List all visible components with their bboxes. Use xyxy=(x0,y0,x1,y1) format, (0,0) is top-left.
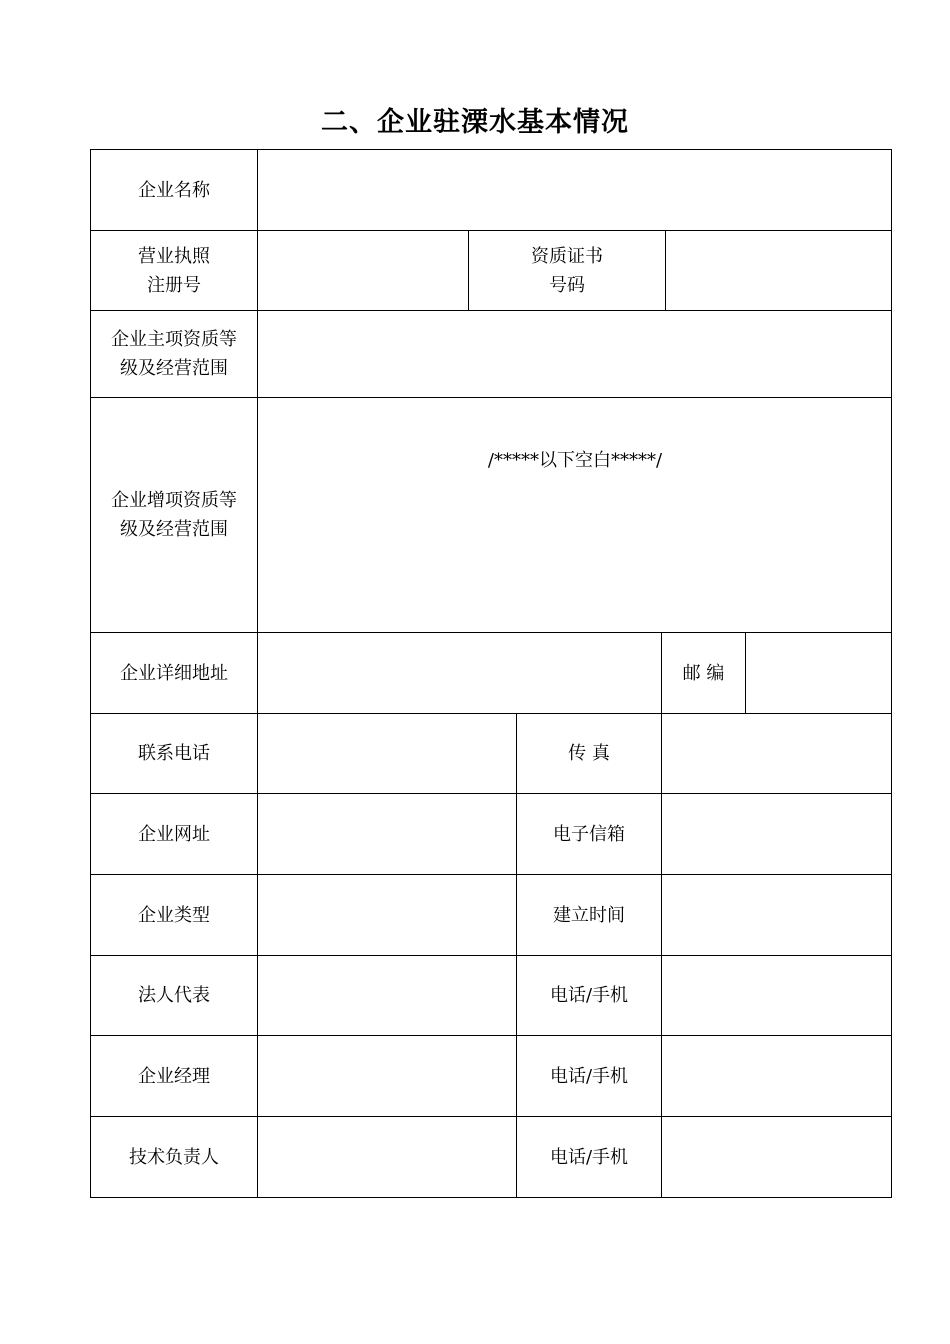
label-company-type: 企业类型 xyxy=(138,904,210,926)
label-main-qualification: 企业主项资质等 级及经营范围 xyxy=(111,329,237,379)
label-license-no: 营业执照 注册号 xyxy=(138,245,210,296)
value-cert-no[interactable] xyxy=(666,231,891,310)
page-title: 二、企业驻溧水基本情况 xyxy=(321,107,629,138)
value-fax[interactable] xyxy=(662,714,891,793)
value-tech-lead[interactable] xyxy=(258,1117,516,1197)
label-manager: 企业经理 xyxy=(138,1065,210,1087)
value-phone[interactable] xyxy=(258,714,516,793)
label-tech-lead-phone: 电话/手机 xyxy=(549,1146,629,1168)
value-email[interactable] xyxy=(662,794,891,874)
label-address: 企业详细地址 xyxy=(120,662,228,684)
value-main-qualification[interactable] xyxy=(258,311,891,397)
value-legal-rep-phone[interactable] xyxy=(662,956,891,1035)
label-manager-phone: 电话/手机 xyxy=(549,1065,629,1087)
label-additional-qualification: 企业增项资质等 级及经营范围 xyxy=(111,490,237,540)
value-legal-rep[interactable] xyxy=(258,956,516,1035)
label-cert-no: 资质证书 号码 xyxy=(531,245,603,296)
value-company-type[interactable] xyxy=(258,875,516,955)
label-legal-rep: 法人代表 xyxy=(138,985,210,1006)
blank-below-note: /*****以下空白*****/ xyxy=(487,450,663,471)
value-website[interactable] xyxy=(258,794,516,874)
label-fax: 传 真 xyxy=(568,743,610,764)
label-phone: 联系电话 xyxy=(138,743,210,764)
label-tech-lead: 技术负责人 xyxy=(129,1146,219,1168)
label-founded: 建立时间 xyxy=(553,904,625,926)
label-company-name: 企业名称 xyxy=(138,179,210,201)
value-address[interactable] xyxy=(258,633,661,713)
label-legal-rep-phone: 电话/手机 xyxy=(549,985,629,1006)
value-founded[interactable] xyxy=(662,875,891,955)
value-company-name[interactable] xyxy=(258,150,891,230)
value-manager-phone[interactable] xyxy=(662,1036,891,1116)
value-postcode[interactable] xyxy=(746,633,891,713)
label-website: 企业网址 xyxy=(138,823,210,845)
value-tech-lead-phone[interactable] xyxy=(662,1117,891,1197)
value-license-no[interactable] xyxy=(258,231,468,310)
label-postcode: 邮 编 xyxy=(682,662,725,684)
value-manager[interactable] xyxy=(258,1036,516,1116)
label-email: 电子信箱 xyxy=(553,823,625,845)
